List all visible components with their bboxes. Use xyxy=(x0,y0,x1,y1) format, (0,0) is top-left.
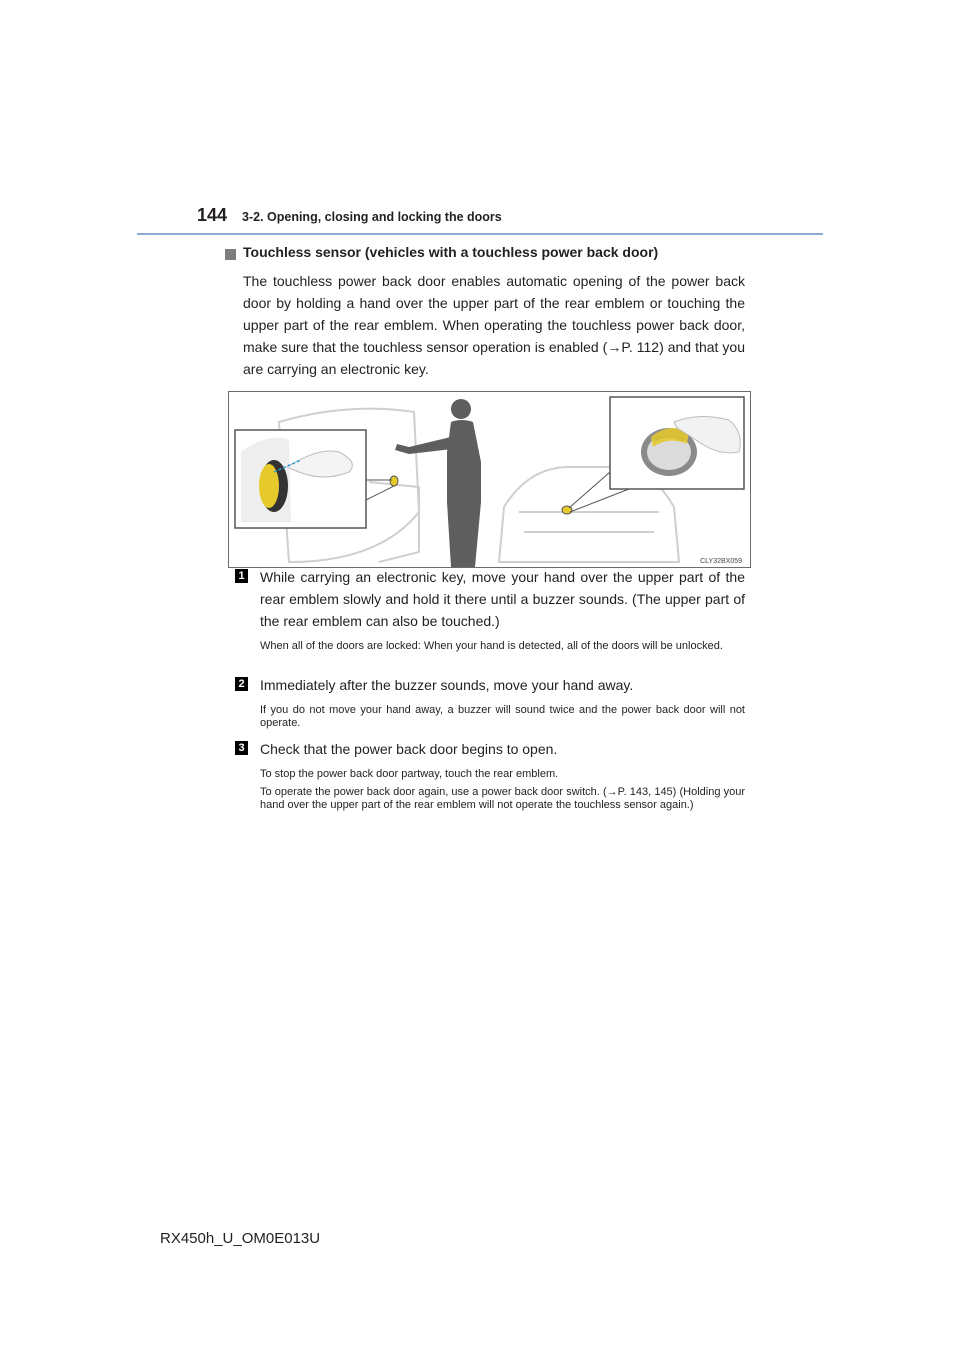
step-text: While carrying an electronic key, move your hand over the upper part of the rear emblem slowly and hold it there until a buzzer sounds. (The upper part of the rear emblem can also be touched.) xyxy=(260,569,745,629)
illustration-drawing xyxy=(229,392,750,567)
step-note: If you do not move your hand away, a buzzer will sound twice and the power back door will not operate. xyxy=(260,704,745,729)
step-number-badge: 2 xyxy=(235,677,248,691)
step-note: When all of the doors are locked: When your hand is detected, all of the doors will be unlocked. xyxy=(260,640,723,652)
figure-code: CLY32BX059 xyxy=(700,558,742,565)
square-bullet-icon xyxy=(225,249,236,260)
touchless-sensor-illustration xyxy=(228,391,751,568)
header-divider xyxy=(137,233,823,235)
page-number: 144 xyxy=(197,205,228,225)
step-note: To stop the power back door partway, touch the rear emblem. xyxy=(260,768,559,780)
step-note: To operate the power back door again, use a power back door switch. (→P. 143, 145) (Holding your hand over the upper part of the rear emblem will not operate the touchless sensor again.) xyxy=(260,786,745,811)
step-number-badge: 1 xyxy=(235,569,248,583)
subsection-heading: Touchless sensor (vehicles with a touchless power back door) xyxy=(243,244,659,260)
section-title: 3-2. Opening, closing and locking the doors xyxy=(242,210,502,224)
step-number-badge: 3 xyxy=(235,741,248,755)
step-text: Check that the power back door begins to open. xyxy=(260,741,558,757)
manual-code: RX450h_U_OM0E013U xyxy=(160,1230,321,1247)
step-text: Immediately after the buzzer sounds, move your hand away. xyxy=(260,677,634,693)
intro-paragraph: The touchless power back door enables automatic opening of the power back door by holding a hand over the upper part of the rear emblem or touching the upper part of the rear emblem. When operating the touchless power back door, make sure that the touchless sensor operation is enabled (→P. 112) and that you are carrying an electronic key. xyxy=(243,273,745,377)
